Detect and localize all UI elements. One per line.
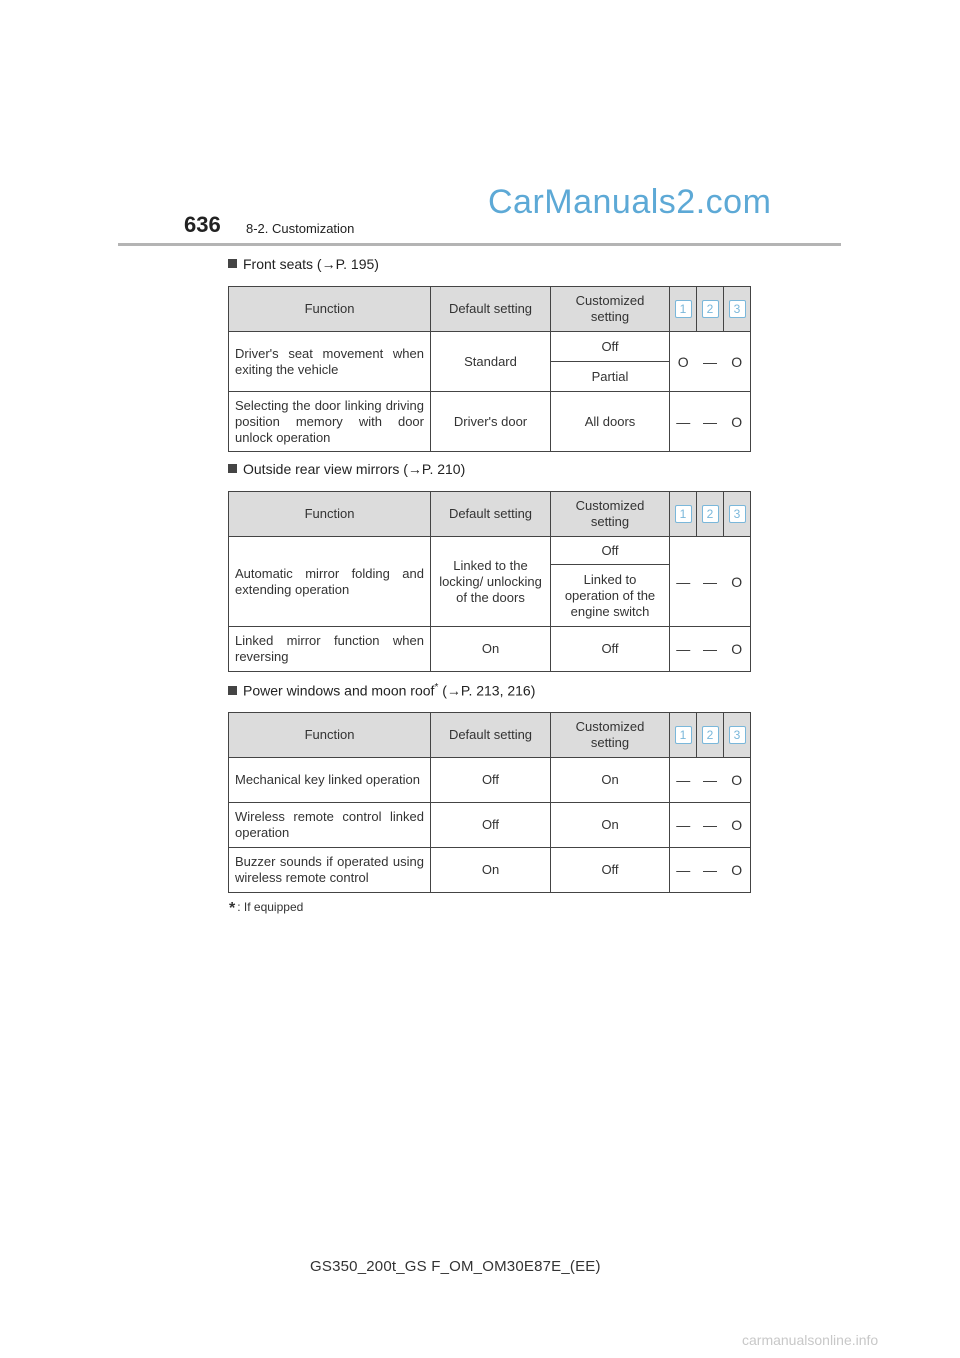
- method-2-icon: 2: [702, 300, 719, 318]
- heading-text: Outside rear view mirrors (: [243, 461, 408, 477]
- method-1-icon: 1: [675, 505, 692, 523]
- page-reference[interactable]: P. 195): [335, 256, 379, 272]
- method-2-icon: 2: [702, 726, 719, 744]
- method-2-cell: —: [697, 537, 724, 627]
- custom-cell: Off: [551, 848, 670, 893]
- custom-cell: Off: [551, 537, 670, 565]
- method-2-cell: —: [697, 392, 724, 452]
- header-divider: [118, 243, 841, 246]
- method-2-cell: —: [697, 332, 724, 392]
- table-header-row: [229, 287, 751, 332]
- footnote-asterisk: *: [229, 900, 236, 917]
- footer-watermark: carmanualsonline.info: [742, 1332, 879, 1348]
- table-row: [229, 537, 751, 565]
- page-reference[interactable]: P. 210): [421, 461, 466, 477]
- arrow-icon: →: [446, 682, 461, 699]
- method-1-cell: —: [670, 392, 697, 452]
- square-bullet-icon: [228, 464, 237, 473]
- table-row: [229, 803, 751, 848]
- method-1-cell: —: [670, 627, 697, 672]
- custom-cell: Linked to operation of the engine switch: [551, 565, 670, 627]
- table-row: [229, 627, 751, 672]
- method-3-cell: O: [724, 758, 751, 803]
- method-1-icon: 1: [675, 726, 692, 744]
- header-method-3: [724, 287, 751, 332]
- footnote-text: : If equipped: [237, 900, 304, 914]
- method-1-cell: O: [670, 332, 697, 392]
- header-default-setting: Default setting: [431, 713, 551, 758]
- method-1-cell: —: [670, 803, 697, 848]
- method-2-icon: 2: [702, 505, 719, 523]
- heading-power-windows: [228, 682, 535, 699]
- method-2-cell: —: [697, 848, 724, 893]
- function-cell: Buzzer sounds if operated using wireless remote control: [229, 848, 431, 893]
- header-customized-setting: Customized setting: [551, 713, 670, 758]
- header-method-2: [697, 713, 724, 758]
- customization-table-mirrors: [228, 491, 751, 672]
- custom-cell: On: [551, 803, 670, 848]
- page-number: 636: [184, 212, 221, 237]
- method-3-cell: O: [724, 392, 751, 452]
- footnote-marker: *: [434, 682, 439, 693]
- header-default-setting: Default setting: [431, 287, 551, 332]
- heading-text-after: (: [438, 682, 447, 699]
- header-method-3: [724, 492, 751, 537]
- method-3-icon: 3: [729, 505, 746, 523]
- header-customized-setting: Customized setting: [551, 492, 670, 537]
- header-method-3: [724, 713, 751, 758]
- method-3-cell: O: [724, 803, 751, 848]
- function-cell: Linked mirror function when reversing: [229, 627, 431, 672]
- function-cell: Automatic mirror folding and extending operation: [229, 537, 431, 627]
- method-3-cell: O: [724, 537, 751, 627]
- square-bullet-icon: [228, 686, 237, 695]
- default-cell: Off: [431, 803, 551, 848]
- method-1-cell: —: [670, 758, 697, 803]
- method-3-cell: O: [724, 627, 751, 672]
- header-method-1: [670, 492, 697, 537]
- method-3-icon: 3: [729, 726, 746, 744]
- default-cell: On: [431, 848, 551, 893]
- table-header-row: [229, 492, 751, 537]
- function-cell: Selecting the door linking driving position memory with door unlock operation: [229, 392, 431, 452]
- footnote: [229, 900, 303, 918]
- header-customized-setting: Customized setting: [551, 287, 670, 332]
- method-3-cell: O: [724, 848, 751, 893]
- heading-text: Power windows and moon roof: [243, 682, 435, 699]
- header-method-2: [697, 287, 724, 332]
- default-cell: Driver's door: [431, 392, 551, 452]
- method-1-icon: 1: [675, 300, 692, 318]
- arrow-icon: →: [321, 256, 336, 272]
- method-2-cell: —: [697, 627, 724, 672]
- heading-front-seats: [228, 256, 379, 272]
- function-cell: Mechanical key linked operation: [229, 758, 431, 803]
- function-cell: Driver's seat movement when exiting the vehicle: [229, 332, 431, 392]
- header-method-1: [670, 713, 697, 758]
- table-row: [229, 332, 751, 362]
- square-bullet-icon: [228, 259, 237, 268]
- header-method-1: [670, 287, 697, 332]
- heading-outside-mirrors: [228, 461, 465, 477]
- default-cell: Off: [431, 758, 551, 803]
- header-function: Function: [229, 287, 431, 332]
- custom-cell: Off: [551, 627, 670, 672]
- watermark: CarManuals2.com: [488, 183, 772, 221]
- page-reference[interactable]: P. 213, 216): [460, 682, 536, 699]
- arrow-icon: →: [407, 461, 422, 477]
- header-function: Function: [229, 713, 431, 758]
- default-cell: Linked to the locking/ unlocking of the doors: [431, 537, 551, 627]
- table-row: [229, 392, 751, 452]
- document-code: GS350_200t_GS F_OM_OM30E87E_(EE): [310, 1258, 601, 1275]
- header-function: Function: [229, 492, 431, 537]
- method-3-cell: O: [724, 332, 751, 392]
- custom-cell: All doors: [551, 392, 670, 452]
- method-1-cell: —: [670, 537, 697, 627]
- table-row: [229, 848, 751, 893]
- custom-cell: Partial: [551, 362, 670, 392]
- table-row: [229, 758, 751, 803]
- method-3-icon: 3: [729, 300, 746, 318]
- method-1-cell: —: [670, 848, 697, 893]
- customization-table-power-windows: [228, 712, 751, 893]
- customization-table-front-seats: [228, 286, 751, 452]
- header-method-2: [697, 492, 724, 537]
- function-cell: Wireless remote control linked operation: [229, 803, 431, 848]
- section-title: 8-2. Customization: [246, 221, 355, 236]
- method-2-cell: —: [697, 758, 724, 803]
- method-2-cell: —: [697, 803, 724, 848]
- default-cell: Standard: [431, 332, 551, 392]
- default-cell: On: [431, 627, 551, 672]
- custom-cell: On: [551, 758, 670, 803]
- table-header-row: [229, 713, 751, 758]
- header-default-setting: Default setting: [431, 492, 551, 537]
- heading-text: Front seats (: [243, 256, 322, 272]
- custom-cell: Off: [551, 332, 670, 362]
